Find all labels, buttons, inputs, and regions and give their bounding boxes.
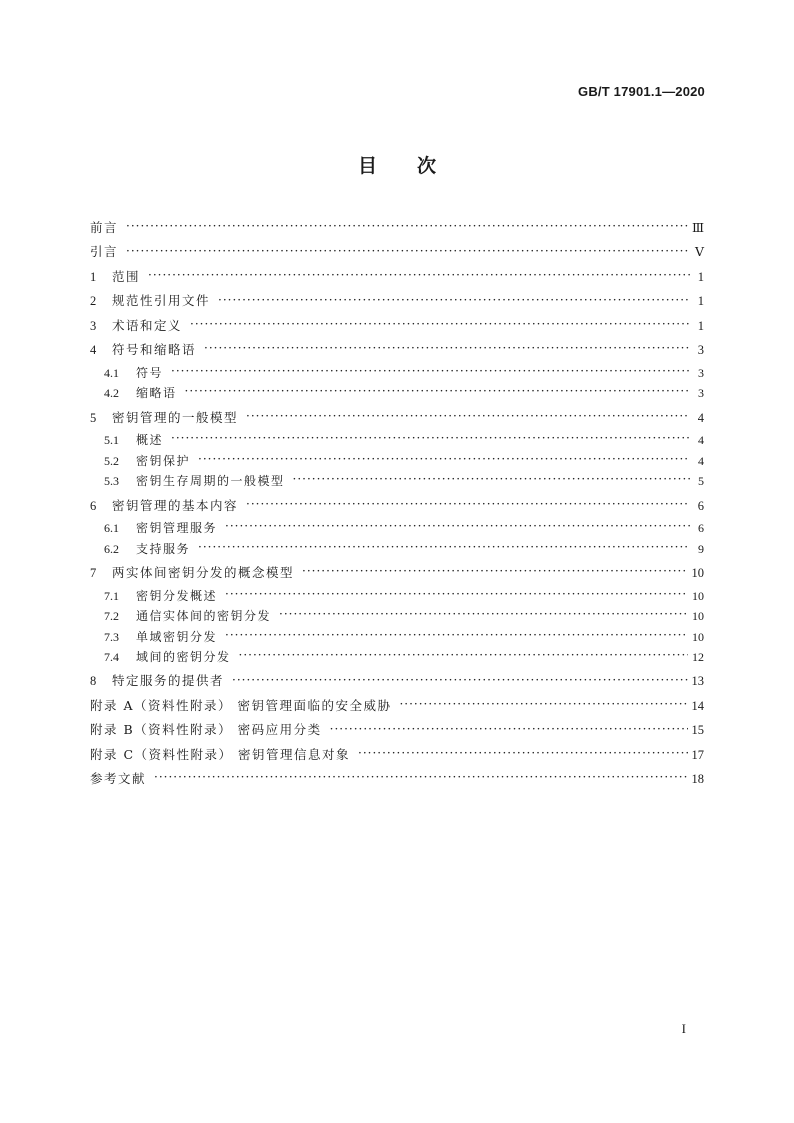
dot-leader [225,521,690,535]
toc-entry-label: 密钥管理服务 [136,521,218,536]
toc-entry-number: 4.2 [104,386,119,401]
toc-entry[interactable] [90,216,704,240]
toc-entry[interactable] [90,767,704,791]
toc-entry-page: 3 [698,365,704,380]
dot-leader [148,270,690,284]
toc-entry[interactable] [90,430,704,451]
toc-entry-label: 附录 C（资料性附录） 密钥管理信息对象 [90,746,351,762]
dot-leader [330,724,688,738]
toc-entry-page: 15 [691,723,704,738]
toc-entry[interactable] [90,539,704,560]
dot-leader [279,609,688,623]
toc-entry-page: 10 [692,629,704,644]
dot-leader [246,411,690,425]
toc-entry-page: 9 [698,541,704,556]
standard-code: GB/T 17901.1—2020 [578,84,705,99]
toc-entry[interactable] [90,451,704,472]
dot-leader [225,589,688,603]
toc-entry-number: 6 [90,498,97,513]
toc-entry[interactable] [90,694,704,718]
toc-entry[interactable] [90,471,704,492]
dot-leader [190,319,690,333]
toc-entry[interactable] [90,265,704,289]
toc-entry-label: 术语和定义 [112,317,183,333]
dot-leader [126,221,688,235]
toc-entry-number: 3 [90,318,97,333]
dot-leader [218,295,690,309]
toc-entry[interactable] [90,743,704,767]
toc-entry-label: 域间的密钥分发 [136,650,231,665]
toc-entry-page: 14 [691,698,704,713]
toc-list [90,216,704,792]
toc-entry-number: 7.2 [104,609,119,624]
toc-entry-label: 密钥管理的一般模型 [112,409,239,425]
toc-entry-label: 规范性引用文件 [112,293,211,309]
toc-entry-page: 6 [697,498,704,513]
toc-entry-label: 符号和缩略语 [112,342,197,358]
toc-entry-number: 7.4 [104,650,119,665]
toc-entry-label: 范围 [112,268,141,284]
toc-entry-page: 10 [692,609,704,624]
toc-entry[interactable] [90,561,704,585]
toc-entry-label: 参考文献 [90,771,147,787]
toc-entry-number: 7.1 [104,588,119,603]
toc-entry[interactable] [90,338,704,362]
toc-entry-label: 概述 [136,433,164,448]
dot-leader [126,246,690,260]
toc-entry-label: 两实体间密钥分发的概念模型 [112,564,295,580]
toc-entry-page: 5 [698,474,704,489]
dot-leader [171,433,690,447]
toc-entry-label: 密钥保护 [136,453,191,468]
toc-entry-label: 附录 B（资料性附录） 密码应用分类 [90,722,322,738]
toc-entry-label: 附录 A（资料性附录） 密钥管理面临的安全威胁 [90,697,392,713]
toc-entry-page: 1 [697,318,704,333]
dot-leader [302,566,687,580]
toc-entry-page: 4 [698,433,704,448]
toc-entry-number: 7 [90,565,97,580]
toc-entry-label: 前言 [90,219,119,235]
dot-leader [171,366,690,380]
toc-entry-number: 7.3 [104,629,119,644]
toc-entry-number: 5.1 [104,433,119,448]
toc-entry-label: 单域密钥分发 [136,629,218,644]
toc-entry-label: 缩略语 [136,386,177,401]
toc-entry[interactable] [90,363,704,384]
toc-entry-page: 6 [698,521,704,536]
toc-entry-number: 8 [90,674,97,689]
dot-leader [204,343,690,357]
toc-entry-number: 5.3 [104,474,119,489]
toc-entry-page: 17 [691,747,704,762]
toc-entry-page: 3 [697,343,704,358]
toc-entry-label: 密钥管理的基本内容 [112,497,239,513]
toc-entry-page: 18 [691,772,704,787]
toc-entry-page: 1 [697,294,704,309]
toc-entry[interactable] [90,406,704,430]
toc-title: 目次 [357,155,476,177]
toc-entry-number: 4.1 [104,365,119,380]
toc-entry-number: 1 [90,269,97,284]
toc-entry-page: 3 [698,386,704,401]
toc-entry[interactable] [90,669,704,693]
toc-entry-label: 支持服务 [136,541,191,556]
dot-leader [239,650,688,664]
toc-entry-page: Ⅲ [691,220,704,235]
toc-entry-label: 密钥生存周期的一般模型 [136,474,285,489]
dot-leader [293,474,690,488]
toc-entry-label: 符号 [136,365,164,380]
dot-leader [198,542,690,556]
toc-entry-label: 引言 [90,244,119,260]
toc-entry-number: 5.2 [104,453,119,468]
toc-entry-number: 5 [90,410,97,425]
toc-entry-label: 密钥分发概述 [136,588,218,603]
toc-entry-page: 10 [691,565,704,580]
dot-leader [232,675,687,689]
toc-entry-page: 1 [697,269,704,284]
dot-leader [154,772,687,786]
toc-entry[interactable] [90,240,704,264]
dot-leader [225,630,688,644]
dot-leader [185,386,690,400]
toc-entry[interactable] [90,585,704,606]
toc-entry-label: 通信实体间的密钥分发 [136,609,272,624]
dot-leader [246,499,690,513]
toc-entry-page: 10 [692,588,704,603]
toc-entry-page: 4 [697,410,704,425]
toc-entry-page: 12 [692,650,704,665]
toc-entry[interactable] [90,518,704,539]
toc-entry-page: Ⅴ [694,245,704,260]
toc-entry-number: 4 [90,343,97,358]
toc-entry-label: 特定服务的提供者 [112,673,225,689]
page-number: I [681,1021,686,1036]
toc-entry[interactable] [90,626,704,647]
toc-entry-number: 6.2 [104,541,119,556]
toc-entry-number: 2 [90,294,97,309]
toc-entry[interactable] [90,718,704,742]
toc-entry-page: 13 [691,674,704,689]
toc-entry[interactable] [90,606,704,627]
toc-entry[interactable] [90,383,704,404]
toc-entry[interactable] [90,314,704,338]
toc-entry[interactable] [90,494,704,518]
toc-entry[interactable] [90,289,704,313]
dot-leader [358,748,687,762]
toc-entry-number: 6.1 [104,521,119,536]
toc-entry[interactable] [90,647,704,668]
dot-leader [198,454,690,468]
toc-entry-page: 4 [698,453,704,468]
dot-leader [399,699,687,713]
